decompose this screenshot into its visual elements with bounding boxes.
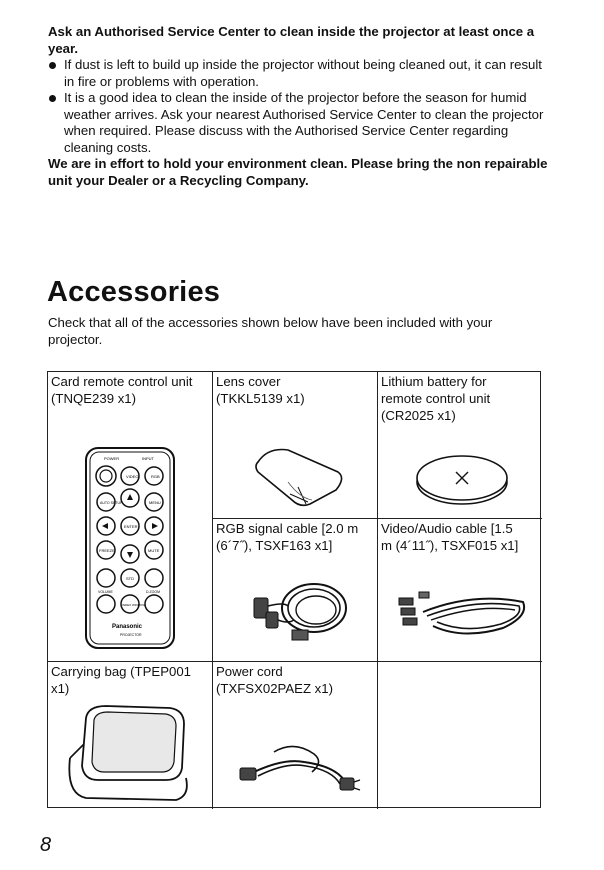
- accessory-label: Lithium battery for remote control unit (CR2025 x1): [381, 374, 491, 423]
- remote-label-video: VIDEO: [126, 474, 139, 479]
- page-number: 8: [40, 834, 52, 856]
- environment-notice: We are in effort to hold your environment clean. Please bring the non repairable unit your Dealer or a Recycling Company.: [48, 156, 548, 188]
- accessory-label: RGB signal cable [2.0 m (6´7˝), TSXF163 x1]: [216, 521, 359, 553]
- remote-label-power: POWER: [104, 456, 120, 461]
- remote-label-brand: Panasonic: [112, 624, 143, 630]
- accessory-label: Video/Audio cable [1.5 m (4´11˝), TSXF015 x1]: [381, 521, 519, 553]
- accessories-title: Accessories: [47, 276, 221, 308]
- cleaning-bullets: [48, 57, 548, 156]
- accessory-label: Carrying bag (TPEP001 x1): [51, 664, 192, 696]
- remote-label-std: STD: [126, 576, 134, 581]
- remote-label-mute: MUTE: [148, 548, 160, 553]
- cleaning-section: [48, 24, 548, 189]
- accessories-intro: Check that all of the accessories shown below have been included with your projector.: [48, 315, 493, 347]
- remote-label-input: INPUT: [142, 456, 154, 461]
- bullet-item: If dust is left to build up inside the projector without being cleaned out, it can result in fire or problems with operation.: [48, 57, 548, 90]
- power-cord-icon: [234, 732, 364, 802]
- remote-label-product: PROJECTOR: [120, 633, 142, 637]
- empty-cell: [378, 662, 542, 809]
- lithium-battery-icon: [412, 452, 512, 508]
- remote-label-volume: VOLUME: [98, 590, 113, 594]
- remote-label-enter: ENTER: [124, 524, 138, 529]
- cleaning-heading: Ask an Authorised Service Center to clean inside the projector at least once a year.: [48, 24, 535, 56]
- lens-cover-icon: [248, 442, 348, 512]
- bullet-item: It is a good idea to clean the inside of the projector before the season for humid weather arrives. Ask your nearest Authorised Service Center to clean the projector when required. Please discuss with the Authorised Service Center regarding cleaning costs.: [48, 90, 548, 156]
- remote-label-freeze: FREEZE: [99, 548, 115, 553]
- accessories-table: [47, 371, 541, 808]
- remote-label-rgb: RGB: [151, 474, 160, 479]
- remote-label-dzoom: D.ZOOM: [146, 590, 160, 594]
- remote-control-icon: [82, 444, 178, 654]
- accessory-label: Card remote control unit (TNQE239 x1): [51, 374, 193, 406]
- remote-label-menu: MENU: [149, 500, 161, 505]
- remote-label-index-window: INDEX WINDOW: [122, 603, 146, 607]
- video-audio-cable-icon: [393, 582, 533, 648]
- carrying-bag-icon: [66, 698, 194, 804]
- accessory-label: Power cord (TXFSX02PAEZ x1): [216, 664, 334, 696]
- remote-label-auto-setup: AUTO SETUP: [100, 501, 123, 505]
- accessory-label: Lens cover (TKKL5139 x1): [216, 374, 305, 406]
- rgb-cable-icon: [244, 572, 354, 652]
